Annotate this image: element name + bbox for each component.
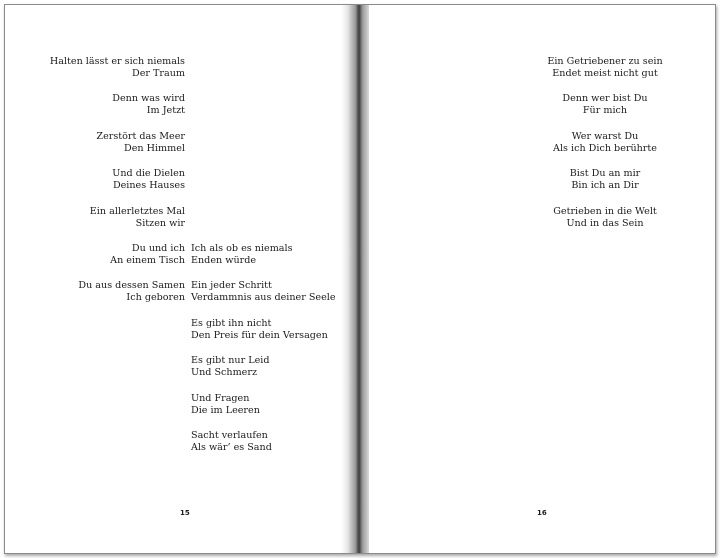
poem-stanza <box>50 56 185 80</box>
poem-line: Ich geboren <box>126 292 185 304</box>
poem-line: Der Traum <box>132 68 185 80</box>
poem-line: Halten lässt er sich niemals <box>49 56 185 67</box>
poem-stanza <box>90 206 185 230</box>
poem-stanza <box>505 93 705 117</box>
poem-stanza <box>191 318 328 342</box>
right-page <box>369 5 715 553</box>
poem-stanza <box>505 168 705 192</box>
poem-line: Und Schmerz <box>191 367 257 379</box>
poem-line: Es gibt nur Leid <box>191 355 270 366</box>
poem-stanza <box>505 206 705 230</box>
poem-stanza <box>505 131 705 155</box>
poem-line: Du aus dessen Samen <box>78 280 185 291</box>
poem-line: Bist Du an mir <box>569 168 641 179</box>
poem-line: Zerstört das Meer <box>96 131 185 142</box>
left-page <box>5 5 351 553</box>
poem-line: Ein allerletztes Mal <box>89 206 185 217</box>
poem-line: Deines Hauses <box>112 180 185 192</box>
poem-stanza <box>191 355 269 379</box>
poem-line: Den Himmel <box>124 143 185 155</box>
poem-line: An einem Tisch <box>110 255 185 267</box>
poem-line: Denn was wird <box>112 93 185 104</box>
poem-stanza <box>78 280 185 304</box>
poem-line: Getrieben in die Welt <box>553 206 657 217</box>
poem-line: Und in das Sein <box>566 218 644 230</box>
poem-stanza <box>505 56 705 80</box>
poem-line: Ein Getriebener zu sein <box>547 56 663 67</box>
poem-line: Als ich Dich berührte <box>553 143 657 155</box>
poem-stanza <box>191 430 272 454</box>
poem-line: Endet meist nicht gut <box>552 68 658 80</box>
poem-line: Sacht verlaufen <box>191 430 268 441</box>
poem-stanza <box>191 243 293 267</box>
page-number: 15 <box>180 509 190 517</box>
poem-stanza <box>191 393 260 417</box>
poem-stanza <box>191 280 336 304</box>
poem-line: Sitzen wir <box>135 218 185 230</box>
poem-line: Es gibt ihn nicht <box>191 318 272 329</box>
poem-line: Im Jetzt <box>146 105 185 117</box>
poem-line: Wer warst Du <box>571 131 639 142</box>
poem-stanza <box>110 243 185 267</box>
poem-line: Ich als ob es niemals <box>191 243 293 254</box>
poem-line: Als wär’ es Sand <box>191 442 272 454</box>
poem-line: Den Preis für dein Versagen <box>191 330 328 342</box>
poem-line: Du und ich <box>131 243 185 254</box>
poem-line: Verdammnis aus deiner Seele <box>191 292 336 304</box>
poem-line: Enden würde <box>191 255 257 267</box>
page-number: 16 <box>537 509 547 517</box>
poem-line: Und die Dielen <box>112 168 185 179</box>
poem-line: Ein jeder Schritt <box>191 280 272 291</box>
poem-stanza <box>112 168 185 192</box>
poem-stanza <box>96 131 185 155</box>
poem-line: Und Fragen <box>191 393 250 404</box>
poem-line: Bin ich an Dir <box>571 180 639 192</box>
poem-line: Die im Leeren <box>191 405 260 417</box>
poem-stanza <box>112 93 185 117</box>
book-spread <box>4 4 716 554</box>
poem-line: Denn wer bist Du <box>562 93 648 104</box>
poem-line: Für mich <box>582 105 628 117</box>
